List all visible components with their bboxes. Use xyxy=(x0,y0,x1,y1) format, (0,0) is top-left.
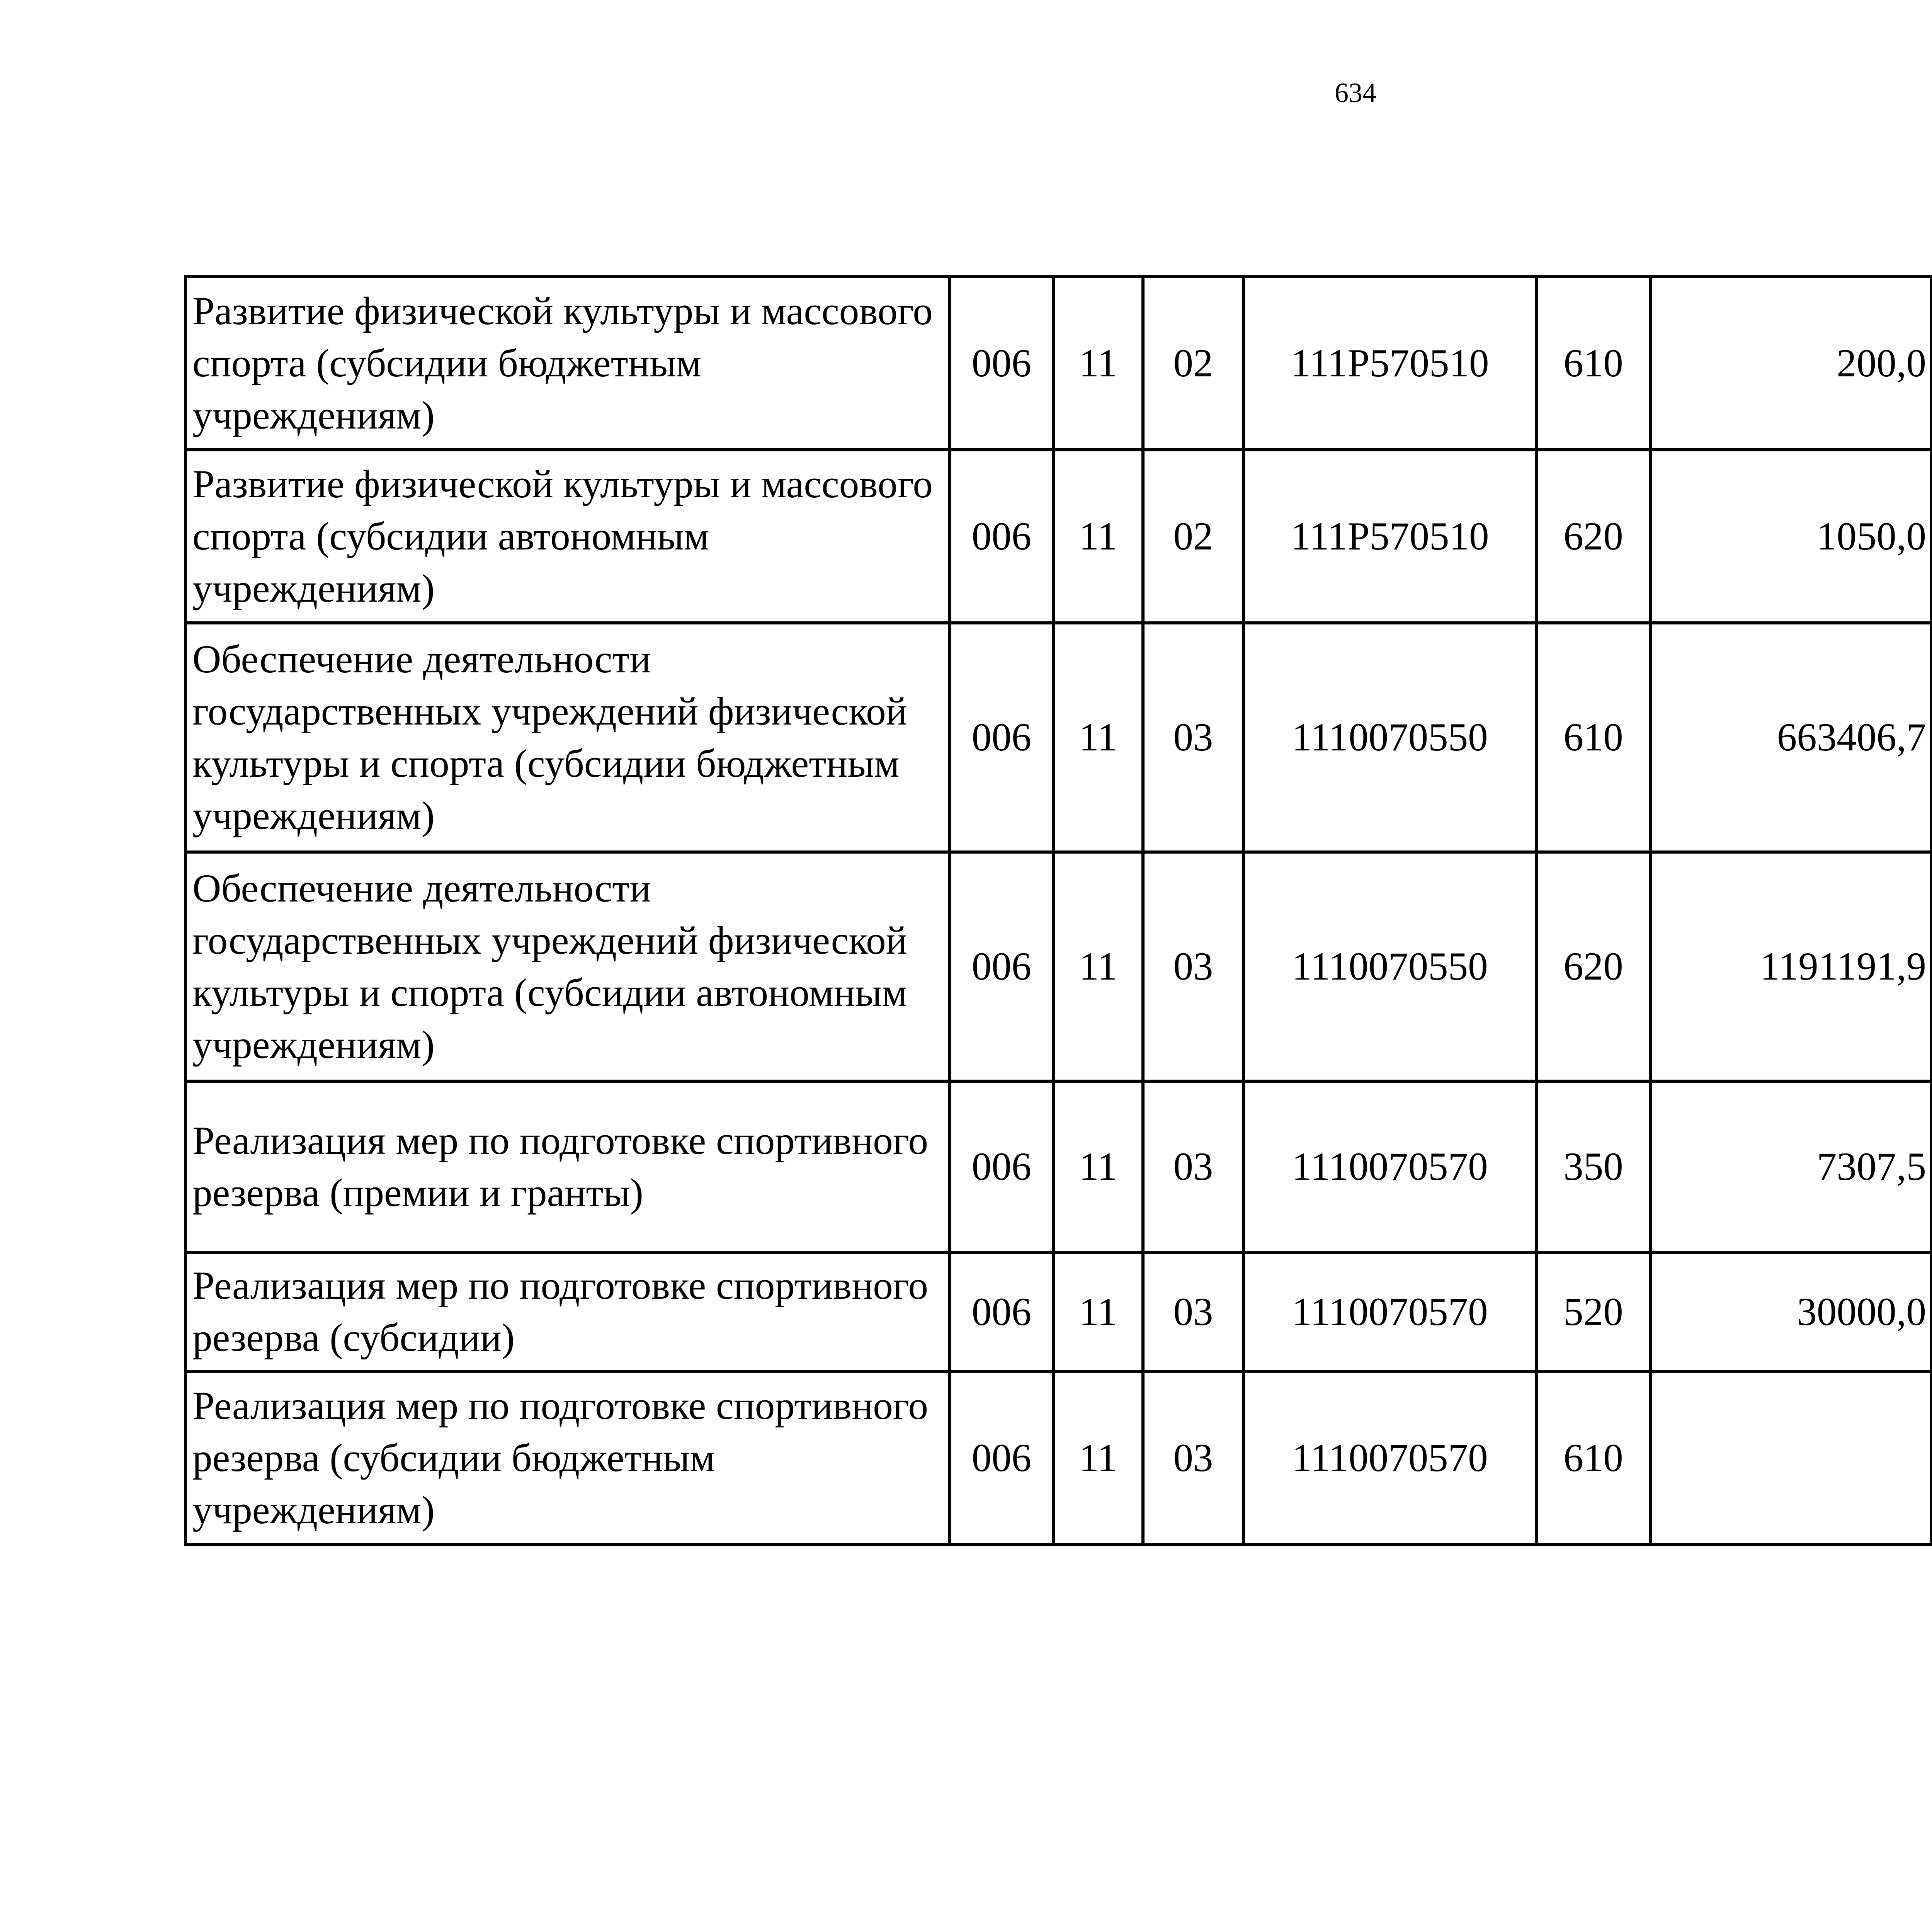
section-code-cell: 11 xyxy=(1053,623,1143,852)
ministry-code-cell: 006 xyxy=(950,1252,1053,1371)
ministry-code-cell: 006 xyxy=(950,1081,1053,1252)
amount-1-cell: 663406,7 xyxy=(1650,623,1932,852)
amount-1-cell: 30000,0 xyxy=(1650,1252,1932,1371)
expense-type-cell: 610 xyxy=(1536,1371,1650,1544)
subsection-code-cell: 02 xyxy=(1143,450,1243,623)
amount-1-cell: 1191191,9 xyxy=(1650,852,1932,1081)
ministry-code-cell: 006 xyxy=(950,277,1053,450)
table-row xyxy=(185,1371,1932,1544)
target-article-cell: 1110070550 xyxy=(1243,623,1536,852)
amount-1-cell: 200,0 xyxy=(1650,277,1932,450)
section-code-cell: 11 xyxy=(1053,852,1143,1081)
section-code-cell: 11 xyxy=(1053,1081,1143,1252)
expense-type-cell: 620 xyxy=(1536,450,1650,623)
table-row xyxy=(185,623,1932,852)
page-number: 634 xyxy=(1335,77,1376,108)
target-article-cell: 111Р570510 xyxy=(1243,277,1536,450)
subsection-code-cell: 03 xyxy=(1143,1252,1243,1371)
target-article-cell: 1110070570 xyxy=(1243,1081,1536,1252)
table-row xyxy=(185,1252,1932,1371)
budget-table xyxy=(184,275,1932,1546)
ministry-code-cell: 006 xyxy=(950,1371,1053,1544)
section-code-cell: 11 xyxy=(1053,277,1143,450)
description-cell: Обеспечение деятельности государственных учреждений физической культуры и спорта (субсидии автономным учреждениям) xyxy=(185,852,950,1081)
expense-type-cell: 520 xyxy=(1536,1252,1650,1371)
expense-type-cell: 610 xyxy=(1536,623,1650,852)
subsection-code-cell: 02 xyxy=(1143,277,1243,450)
subsection-code-cell: 03 xyxy=(1143,852,1243,1081)
table-row xyxy=(185,1081,1932,1252)
section-code-cell: 11 xyxy=(1053,1252,1143,1371)
expense-type-cell: 350 xyxy=(1536,1081,1650,1252)
description-cell: Развитие физической культуры и массового спорта (субсидии бюджетным учреждениям) xyxy=(185,277,950,450)
target-article-cell: 1110070570 xyxy=(1243,1252,1536,1371)
table-row xyxy=(185,450,1932,623)
subsection-code-cell: 03 xyxy=(1143,1081,1243,1252)
subsection-code-cell: 03 xyxy=(1143,623,1243,852)
table-row xyxy=(185,852,1932,1081)
ministry-code-cell: 006 xyxy=(950,852,1053,1081)
description-cell: Реализация мер по подготовке спортивного резерва (субсидии) xyxy=(185,1252,950,1371)
subsection-code-cell: 03 xyxy=(1143,1371,1243,1544)
target-article-cell: 1110070570 xyxy=(1243,1371,1536,1544)
section-code-cell: 11 xyxy=(1053,450,1143,623)
ministry-code-cell: 006 xyxy=(950,450,1053,623)
ministry-code-cell: 006 xyxy=(950,623,1053,852)
description-cell: Реализация мер по подготовке спортивного резерва (премии и гранты) xyxy=(185,1081,950,1252)
expense-type-cell: 610 xyxy=(1536,277,1650,450)
amount-1-cell xyxy=(1650,1371,1932,1544)
table-row xyxy=(185,277,1932,450)
description-cell: Реализация мер по подготовке спортивного резерва (субсидии бюджетным учреждениям) xyxy=(185,1371,950,1544)
expense-type-cell: 620 xyxy=(1536,852,1650,1081)
amount-1-cell: 7307,5 xyxy=(1650,1081,1932,1252)
target-article-cell: 111Р570510 xyxy=(1243,450,1536,623)
section-code-cell: 11 xyxy=(1053,1371,1143,1544)
amount-1-cell: 1050,0 xyxy=(1650,450,1932,623)
target-article-cell: 1110070550 xyxy=(1243,852,1536,1081)
description-cell: Развитие физической культуры и массового спорта (субсидии автономным учреждениям) xyxy=(185,450,950,623)
description-cell: Обеспечение деятельности государственных учреждений физической культуры и спорта (субсидии бюджетным учреждениям) xyxy=(185,623,950,852)
